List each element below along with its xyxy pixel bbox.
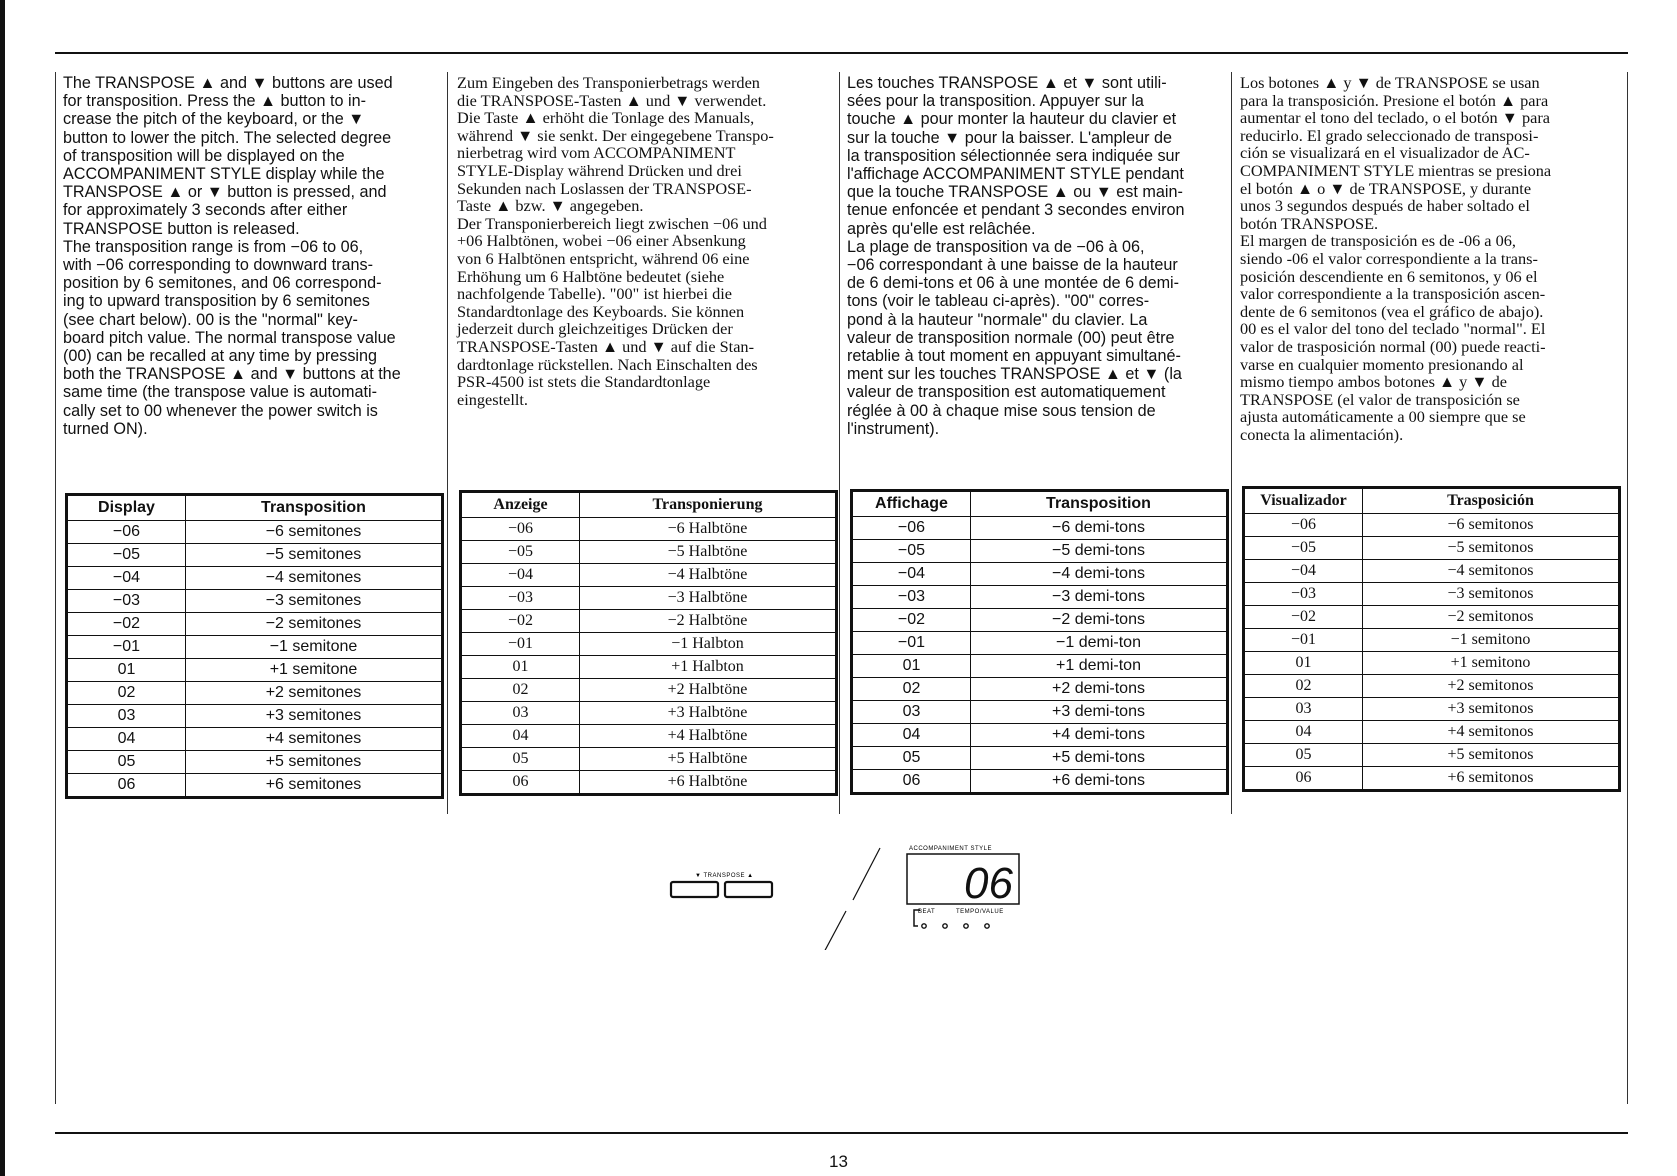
transposition-cell: +2 semitonos (1363, 675, 1620, 698)
transposition-cell: +5 semitones (186, 751, 443, 774)
display-cell: 02 (67, 682, 186, 705)
table-row (1244, 560, 1620, 583)
display-cell: −06 (1244, 514, 1363, 537)
beat-label: BEAT (918, 909, 936, 915)
display-cell: 06 (461, 771, 580, 795)
transposition-cell: +6 demi-tons (971, 770, 1228, 794)
display-cell: −01 (852, 632, 971, 655)
transposition-cell: +4 Halbtöne (580, 725, 837, 748)
header-affichage: Affichage (852, 491, 971, 517)
display-cell: 04 (67, 728, 186, 751)
column-spanish (1240, 74, 1625, 443)
transposition-cell: +2 demi-tons (971, 678, 1228, 701)
display-cell: 01 (852, 655, 971, 678)
table-row (1244, 583, 1620, 606)
display-cell: −06 (852, 517, 971, 540)
display-cell: 05 (1244, 744, 1363, 767)
header-transposition: Transposition (971, 491, 1228, 517)
display-cell: 04 (1244, 721, 1363, 744)
display-cell: 01 (461, 656, 580, 679)
display-cell: −05 (1244, 537, 1363, 560)
beat-indicator (922, 924, 926, 928)
display-cell: −03 (67, 590, 186, 613)
header-trasposicion: Trasposición (1363, 488, 1620, 514)
spanish-text: Los botones ▲ y ▼ de TRANSPOSE se usan para la transposición. Presione el botón ▲ para aumentar el tono del teclado, o el botón ▼ para reducirlo. El grado seleccionado de transposi- ción se visualizará en el visualizador de AC- COMPANIMENT STYLE mientras se presiona el botón ▲ o ▼ de TRANSPOSE, y durante unos 3 segundos después de haber soltado el botón TRANSPOSE. El margen de transposición es de -06 a 06, siendo -06 el valor correspondiente a la trans- posición descendiente en 6 semitonos, y 06 el valor correspondiente a la transposición ascen- dente de 6 semitonos (vea el gráfico de abajo). 00 es el valor del tono del teclado "normal". El valor de trasposición normal (00) puede reacti- varse en cualquier momento presionando al mismo tiempo ambos botones ▲ y ▼ de TRANSPOSE (el valor de transposición se ajusta automáticamente a 00 siempre que se conecta la alimentación). (1240, 73, 1552, 444)
table-row (67, 774, 443, 798)
transposition-cell: −6 semitones (186, 521, 443, 544)
beat-indicator (964, 924, 968, 928)
transpose-label: ▼ TRANSPOSE ▲ (695, 873, 754, 879)
transposition-cell: +2 Halbtöne (580, 679, 837, 702)
transposition-cell: −5 Halbtöne (580, 541, 837, 564)
table-row (67, 751, 443, 774)
transposition-cell: −3 Halbtöne (580, 587, 837, 610)
table-row (1244, 606, 1620, 629)
table-row (1244, 698, 1620, 721)
table-row (852, 540, 1228, 563)
header-display: Display (67, 495, 186, 521)
german-text: Zum Eingeben des Transponierbetrags werden die TRANSPOSE-Tasten ▲ und ▼ verwendet. Die Taste ▲ erhöht die Tonlage des Manuals, während ▼ sie senkt. Der eingegebene Transpo- nierbetrag wird vom ACCOMPANIMENT STYLE-Display während Drücken und drei Sekunden nach Loslassen der TRANSPOSE- Taste ▲ bzw. ▼ angegeben. Der Transponierbereich liegt zwischen −06 und +06 Halbtönen, wobei −06 einer Absenkung von 6 Halbtönen entspricht, während 06 eine Erhöhung um 6 Halbtöne bedeutet (siehe nachfolgende Tabelle). "00" ist hierbei die Standardtonlage des Keyboards. Sie können jederzeit durch gleichzeitiges Drücken der TRANSPOSE-Tasten ▲ und ▼ auf die Stan- dardtonlage rückstellen. Nach Einschalten des PSR-4500 ist stets die Standardtonlage eingestellt. (457, 73, 774, 409)
transposition-cell: −2 semitones (186, 613, 443, 636)
table-row (67, 590, 443, 613)
table-row (852, 609, 1228, 632)
transposition-cell: +3 demi-tons (971, 701, 1228, 724)
table-row (461, 633, 837, 656)
display-cell: 05 (67, 751, 186, 774)
header-transposition: Transposition (186, 495, 443, 521)
beat-indicator (943, 924, 947, 928)
column-divider (839, 72, 840, 814)
display-cell: −01 (461, 633, 580, 656)
display-cell: −02 (852, 609, 971, 632)
display-cell: 02 (852, 678, 971, 701)
transposition-cell: +3 Halbtöne (580, 702, 837, 725)
transposition-cell: −4 Halbtöne (580, 564, 837, 587)
column-divider (55, 72, 56, 1104)
transposition-cell: −3 semitonos (1363, 583, 1620, 606)
table-row (1244, 652, 1620, 675)
table-row (1244, 629, 1620, 652)
column-divider (1231, 72, 1232, 814)
column-divider (447, 72, 448, 814)
table-row (1244, 721, 1620, 744)
table-row (67, 682, 443, 705)
display-cell: −06 (67, 521, 186, 544)
table-row (852, 724, 1228, 747)
transposition-cell: +2 semitones (186, 682, 443, 705)
display-cell: 04 (461, 725, 580, 748)
transposition-cell: +1 demi-ton (971, 655, 1228, 678)
transpose-down-button[interactable] (671, 882, 718, 897)
top-rule (55, 52, 1628, 54)
table-row (461, 748, 837, 771)
transposition-cell: +6 Halbtöne (580, 771, 837, 795)
table-row (67, 544, 443, 567)
column-english (63, 74, 443, 438)
display-cell: −02 (1244, 606, 1363, 629)
transposition-cell: −2 semitonos (1363, 606, 1620, 629)
table-row (67, 521, 443, 544)
transposition-cell: +1 Halbton (580, 656, 837, 679)
display-cell: 02 (1244, 675, 1363, 698)
transposition-cell: −5 semitonos (1363, 537, 1620, 560)
beat-indicator (985, 924, 989, 928)
transposition-cell: +1 semitone (186, 659, 443, 682)
display-cell: −05 (67, 544, 186, 567)
page-number: 13 (829, 1152, 848, 1171)
beat-bracket (914, 918, 918, 926)
display-cell: −03 (852, 586, 971, 609)
table-spanish (1242, 486, 1621, 792)
display-cell: −04 (461, 564, 580, 587)
table-row (461, 725, 837, 748)
table-row (852, 770, 1228, 794)
display-cell: −04 (1244, 560, 1363, 583)
table-row (1244, 744, 1620, 767)
transposition-cell: −1 semitono (1363, 629, 1620, 652)
table-row (461, 564, 837, 587)
table-row (852, 563, 1228, 586)
transposition-cell: −3 demi-tons (971, 586, 1228, 609)
display-cell: 04 (852, 724, 971, 747)
transposition-cell: −4 semitones (186, 567, 443, 590)
table-row (1244, 514, 1620, 537)
transposition-cell: +6 semitonos (1363, 767, 1620, 791)
table-german (459, 490, 838, 796)
table-header-row (1244, 488, 1620, 514)
display-cell: 06 (67, 774, 186, 798)
transposition-cell: +6 semitones (186, 774, 443, 798)
transposition-cell: +3 semitones (186, 705, 443, 728)
transpose-up-button[interactable] (725, 882, 772, 897)
table-row (852, 747, 1228, 770)
transposition-cell: +5 demi-tons (971, 747, 1228, 770)
table-header-row (67, 495, 443, 521)
display-cell: −04 (852, 563, 971, 586)
display-cell: −03 (461, 587, 580, 610)
transposition-cell: −1 Halbton (580, 633, 837, 656)
transposition-cell: −6 demi-tons (971, 517, 1228, 540)
display-cell: 01 (67, 659, 186, 682)
display-cell: 03 (852, 701, 971, 724)
diagram-separator-line (814, 911, 846, 950)
header-transponierung: Transponierung (580, 492, 837, 518)
transposition-cell: −2 Halbtöne (580, 610, 837, 633)
table-row (852, 632, 1228, 655)
display-value: 06 (964, 859, 1013, 908)
display-cell: −04 (67, 567, 186, 590)
transposition-cell: −2 demi-tons (971, 609, 1228, 632)
table-row (461, 518, 837, 541)
column-french (847, 74, 1227, 438)
display-cell: −05 (852, 540, 971, 563)
display-cell: −02 (67, 613, 186, 636)
transposition-cell: −6 Halbtöne (580, 518, 837, 541)
display-cell: 05 (461, 748, 580, 771)
display-cell: 06 (1244, 767, 1363, 791)
column-german (457, 74, 837, 408)
table-row (67, 659, 443, 682)
table-row (67, 728, 443, 751)
table-english (65, 493, 444, 799)
display-cell: −02 (461, 610, 580, 633)
display-cell: 03 (461, 702, 580, 725)
display-cell: 03 (67, 705, 186, 728)
header-visualizador: Visualizador (1244, 488, 1363, 514)
table-row (461, 771, 837, 795)
table-header-row (461, 492, 837, 518)
table-header-row (852, 491, 1228, 517)
transposition-cell: +4 semitones (186, 728, 443, 751)
transposition-cell: −5 demi-tons (971, 540, 1228, 563)
table-row (461, 541, 837, 564)
table-row (67, 636, 443, 659)
transposition-cell: +5 Halbtöne (580, 748, 837, 771)
table-row (67, 613, 443, 636)
table-row (852, 586, 1228, 609)
table-row (852, 655, 1228, 678)
display-cell: −01 (67, 636, 186, 659)
table-row (461, 702, 837, 725)
table-row (461, 679, 837, 702)
french-text: Les touches TRANSPOSE ▲ et ▼ sont utili- sées pour la transposition. Appuyer sur la touche ▲ pour monter la hauteur du clavier et sur la touche ▼ pour la baisser. L'ampleur de la transposition sélectionnée sera indiquée sur l'affichage ACCOMPANIMENT STYLE pendant que la touche TRANSPOSE ▲ ou ▼ est main- tenue enfoncée et pendant 3 secondes environ après qu'elle est relâchée. La plage de transposition va de −06 à 06, −06 correspondant à une baisse de la hauteur de 6 demi-tons et 06 à une montée de 6 demi- tons (voir le tableau ci-après). "00" corres- pond à la hauteur "normale" du clavier. La valeur de transposition normale (00) peut être retablie à tout moment en appuyant simultané- ment sur les touches TRANSPOSE ▲ et ▼ (la valeur de transposition est automatiquement réglée à 00 à chaque mise sous tension de l'instrument). (847, 74, 1185, 438)
table-row (852, 678, 1228, 701)
transposition-cell: −6 semitonos (1363, 514, 1620, 537)
transposition-cell: −4 demi-tons (971, 563, 1228, 586)
display-cell: 01 (1244, 652, 1363, 675)
header-anzeige: Anzeige (461, 492, 580, 518)
table-row (1244, 767, 1620, 791)
table-row (67, 705, 443, 728)
display-cell: −06 (461, 518, 580, 541)
transposition-cell: −5 semitones (186, 544, 443, 567)
english-text: The TRANSPOSE ▲ and ▼ buttons are used for transposition. Press the ▲ button to in- crease the pitch of the keyboard, or the ▼ button to lower the pitch. The selected degree of transposition will be displayed on the ACCOMPANIMENT STYLE display while the TRANSPOSE ▲ or ▼ button is pressed, and for approximately 3 seconds after either TRANSPOSE button is released. The transposition range is from −06 to 06, with −06 corresponding to downward trans- position by 6 semitones, and 06 correspond- ing to upward transposition by 6 semitones (see chart below). 00 is the "normal" key- board pitch value. The normal transpose value (00) can be recalled at any time by pressing both the TRANSPOSE ▲ and ▼ buttons at the same time (the transpose value is automati- cally set to 00 whenever the power switch is turned ON). (63, 74, 401, 438)
table-row (67, 567, 443, 590)
transposition-cell: +1 semitono (1363, 652, 1620, 675)
table-french (850, 489, 1229, 795)
transposition-cell: +4 semitonos (1363, 721, 1620, 744)
table-row (852, 517, 1228, 540)
transposition-cell: −1 demi-ton (971, 632, 1228, 655)
transposition-cell: −4 semitonos (1363, 560, 1620, 583)
left-edge-bar (0, 0, 5, 1176)
transposition-cell: +4 demi-tons (971, 724, 1228, 747)
transposition-cell: +5 semitonos (1363, 744, 1620, 767)
display-cell: 05 (852, 747, 971, 770)
display-cell: 06 (852, 770, 971, 794)
table-row (1244, 675, 1620, 698)
display-cell: −01 (1244, 629, 1363, 652)
table-row (1244, 537, 1620, 560)
transposition-cell: −3 semitones (186, 590, 443, 613)
table-row (852, 701, 1228, 724)
tempo-value-label: TEMPO/VALUE (956, 909, 1004, 915)
column-divider (1627, 72, 1628, 1104)
display-cell: 02 (461, 679, 580, 702)
display-cell: −05 (461, 541, 580, 564)
table-row (461, 656, 837, 679)
transposition-cell: −1 semitone (186, 636, 443, 659)
display-cell: −03 (1244, 583, 1363, 606)
display-label: ACCOMPANIMENT STYLE (909, 846, 992, 852)
bottom-rule (55, 1132, 1628, 1134)
diagram-separator-line (853, 848, 880, 900)
table-row (461, 610, 837, 633)
display-cell: 03 (1244, 698, 1363, 721)
transposition-cell: +3 semitonos (1363, 698, 1620, 721)
table-row (461, 587, 837, 610)
transpose-diagram (660, 840, 1020, 950)
